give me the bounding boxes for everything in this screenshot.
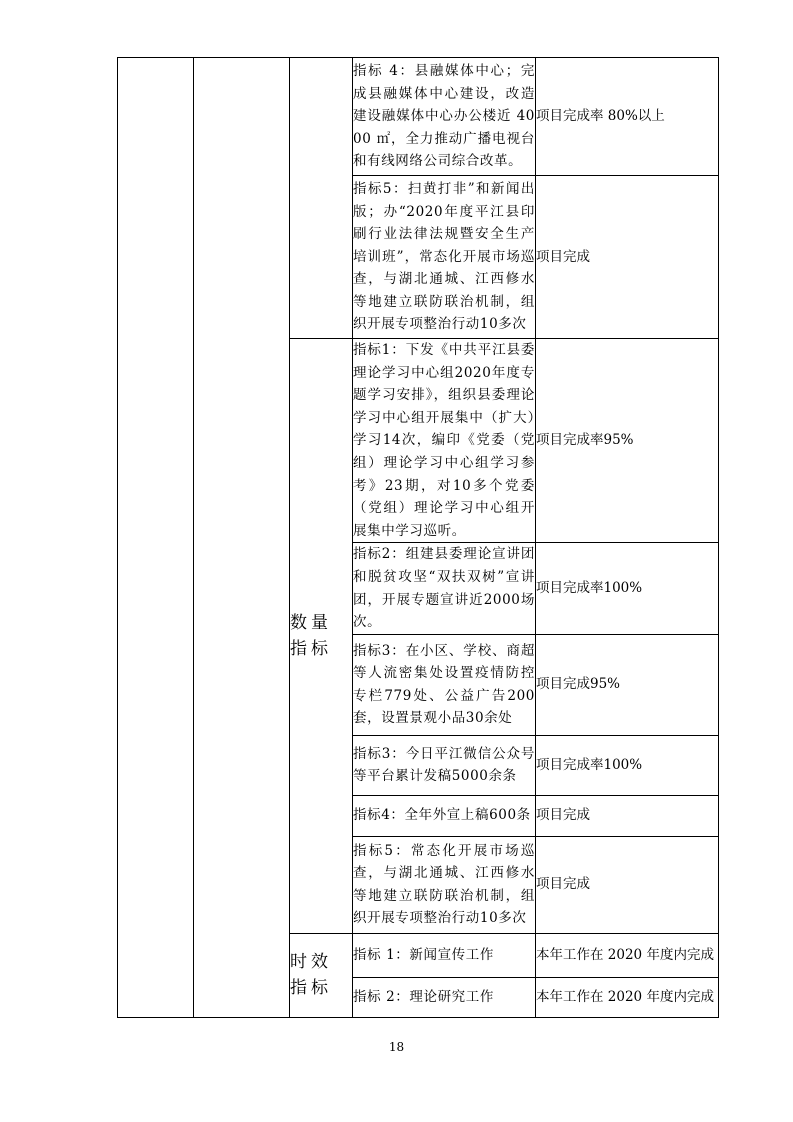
empty-category-cell [290,58,353,339]
result-cell: 本年工作在 2020 年度内完成 [536,977,719,1017]
table-row [118,58,719,176]
indicator-cell: 指标1：下发《中共平江县委理论学习中心组2020年度专题学习安排》，组织县委理论学习中心组开展集中（扩大）学习14次，编印《党委（党组）理论学习中心组学习参考》23期，对10多个党委（党组）理论学习中心组开展集中学习巡听。 [353,339,536,543]
indicator-cell: 指标2：组建县委理论宣讲团和脱贫攻坚“双扶双树”宣讲团，开展专题宣讲近2000场次。 [353,543,536,634]
result-cell: 项目完成率 80%以上 [536,58,719,176]
indicator-cell: 指标4：全年外宣上稿600条 [353,795,536,836]
result-cell: 项目完成95% [536,634,719,735]
result-cell: 项目完成 [536,176,719,339]
indicator-table [117,57,719,1018]
indicator-cell: 指标 2：理论研究工作 [353,977,536,1017]
result-cell: 项目完成率100% [536,543,719,634]
category-timeliness: 时效指标 [290,933,353,1017]
indicator-cell: 指标 1：新闻宣传工作 [353,933,536,977]
result-cell: 本年工作在 2020 年度内完成 [536,933,719,977]
indicator-cell: 指标 4：县融媒体中心；完成县融媒体中心建设，改造建设融媒体中心办公楼近 4000 ㎡，全力推动广播电视台和有线网络公司综合改革。 [353,58,536,176]
empty-col-1-cell [118,58,194,1018]
result-cell: 项目完成 [536,795,719,836]
indicator-cell: 指标3：今日平江微信公众号等平台累计发稿5000余条 [353,735,536,795]
result-cell: 项目完成率95% [536,339,719,543]
empty-col-2-cell [194,58,290,1018]
result-cell: 项目完成 [536,836,719,933]
indicator-cell: 指标3：在小区、学校、商超等人流密集处设置疫情防控专栏779处、公益广告200套，设置景观小品30余处 [353,634,536,735]
category-quantity: 数量指标 [290,339,353,934]
page-number: 18 [388,1040,405,1054]
indicator-cell: 指标5：扫黄打非”和新闻出版；办“2020年度平江县印刷行业法律法规暨安全生产培训班”，常态化开展市场巡查，与湖北通城、江西修水等地建立联防联治机制，组织开展专项整治行动10多次 [353,176,536,339]
result-cell: 项目完成率100% [536,735,719,795]
indicator-cell: 指标5：常态化开展市场巡查，与湖北通城、江西修水等地建立联防联治机制，组织开展专项整治行动10多次 [353,836,536,933]
